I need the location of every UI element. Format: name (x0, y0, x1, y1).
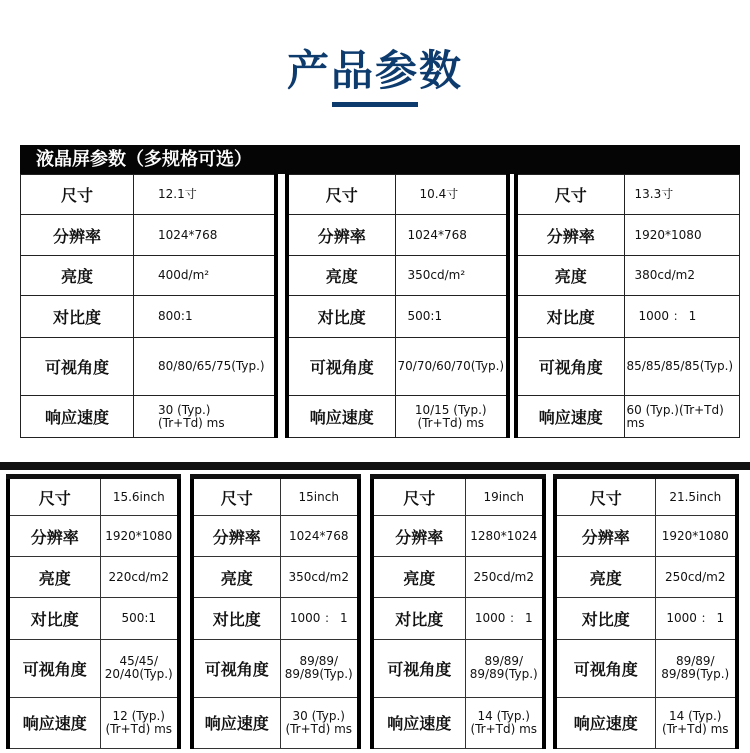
response-line1: 60 (Typ.)(Tr+Td) ms (626, 402, 724, 430)
value-brightness: 350cd/m2 (280, 557, 359, 598)
label-resolution: 分辨率 (21, 215, 134, 255)
label-contrast: 对比度 (21, 296, 134, 337)
value-brightness: 400d/m² (134, 255, 277, 295)
value-viewing-angle: 80/80/65/75(Typ.) (134, 337, 277, 396)
label-viewing-angle: 可视角度 (372, 640, 465, 697)
response-line1: 10/15 (Typ.) (414, 402, 487, 417)
label-resolution: 分辨率 (192, 516, 280, 557)
value-brightness: 380cd/m2 (624, 255, 740, 295)
table-row (287, 296, 508, 337)
label-resolution: 分辨率 (8, 516, 100, 557)
value-response-time (100, 697, 179, 748)
label-size: 尺寸 (516, 175, 624, 215)
value-size: 21.5inch (655, 477, 737, 516)
table-row (555, 598, 737, 640)
label-response-time: 响应速度 (516, 396, 624, 438)
label-brightness: 亮度 (21, 255, 134, 295)
spec-table-21-5inch (553, 474, 739, 749)
response-line1: 14 (Typ.) (477, 708, 530, 723)
table-row (287, 255, 508, 295)
table-row (372, 697, 544, 748)
spec-table-15-6inch (6, 474, 181, 749)
value-response-time (624, 396, 740, 438)
label-contrast: 对比度 (516, 296, 624, 337)
label-brightness: 亮度 (516, 255, 624, 295)
value-viewing-angle (655, 640, 737, 697)
response-line2: (Tr+Td) ms (285, 721, 353, 736)
spec-table-10-4 (285, 174, 510, 438)
label-response-time: 响应速度 (8, 697, 100, 748)
table-row (21, 296, 277, 337)
value-response-time (134, 396, 277, 438)
table-row (372, 598, 544, 640)
response-line2: (Tr+Td) ms (470, 721, 538, 736)
label-brightness: 亮度 (8, 557, 100, 598)
label-response-time: 响应速度 (287, 396, 395, 438)
table-row (21, 175, 277, 215)
label-response-time: 响应速度 (372, 697, 465, 748)
value-resolution: 1024*768 (395, 215, 508, 255)
label-resolution: 分辨率 (372, 516, 465, 557)
page-title: 产品参数 (286, 46, 463, 95)
value-contrast: 1000 ： 1 (655, 598, 737, 640)
table-row (192, 598, 359, 640)
label-size: 尺寸 (287, 175, 395, 215)
value-resolution: 1280*1024 (465, 516, 544, 557)
value-contrast: 1000 ： 1 (465, 598, 544, 640)
table-row (21, 215, 277, 255)
table-row (287, 337, 508, 396)
value-brightness: 350cd/m² (395, 255, 508, 295)
label-viewing-angle: 可视角度 (555, 640, 655, 697)
value-viewing-angle (465, 640, 544, 697)
value-contrast: 800:1 (134, 296, 277, 337)
value-resolution: 1024*768 (134, 215, 277, 255)
table-row (516, 255, 740, 295)
value-resolution: 1920*1080 (624, 215, 740, 255)
spec-table-19inch (370, 474, 546, 749)
response-line1: 12 (Typ.) (112, 708, 165, 723)
label-viewing-angle: 可视角度 (287, 337, 395, 396)
viewing-angle-line1: 89/89/ (675, 654, 715, 669)
spec-table-12-1 (20, 174, 278, 438)
value-response-time (655, 697, 737, 748)
value-brightness: 250cd/m2 (655, 557, 737, 598)
value-contrast: 500:1 (395, 296, 508, 337)
spec-table-15inch (190, 474, 361, 749)
table-row (8, 640, 179, 697)
table-row (192, 697, 359, 748)
table-row (21, 255, 277, 295)
label-size: 尺寸 (21, 175, 134, 215)
label-contrast: 对比度 (555, 598, 655, 640)
table-row (555, 477, 737, 516)
value-viewing-angle (100, 640, 179, 697)
value-response-time (280, 697, 359, 748)
value-viewing-angle: 85/85/85/85(Typ.) (624, 337, 740, 396)
response-line2: (Tr+Td) ms (661, 721, 729, 736)
table-row (555, 516, 737, 557)
label-size: 尺寸 (192, 477, 280, 516)
response-line1: 30 (Typ.) (158, 402, 211, 417)
viewing-angle-line1: 89/89/ (484, 654, 524, 669)
viewing-angle-line2: 89/89(Typ.) (469, 667, 538, 682)
value-size: 15inch (280, 477, 359, 516)
label-viewing-angle: 可视角度 (192, 640, 280, 697)
value-brightness: 220cd/m2 (100, 557, 179, 598)
response-line2: (Tr+Td) ms (417, 415, 485, 430)
viewing-angle-line1: 45/45/ (119, 654, 159, 669)
value-size: 13.3寸 (624, 175, 740, 215)
viewing-angle-line1: 89/89/ (299, 654, 339, 669)
table-row (516, 175, 740, 215)
viewing-angle-line2: 89/89(Typ.) (284, 667, 353, 682)
label-contrast: 对比度 (287, 296, 395, 337)
table-row (372, 557, 544, 598)
value-brightness: 250cd/m2 (465, 557, 544, 598)
table-row (192, 516, 359, 557)
table-row (372, 477, 544, 516)
response-line1: 14 (Typ.) (669, 708, 722, 723)
label-brightness: 亮度 (192, 557, 280, 598)
label-response-time: 响应速度 (555, 697, 655, 748)
value-contrast: 1000 ： 1 (280, 598, 359, 640)
table-row (21, 337, 277, 396)
table-row (192, 477, 359, 516)
table-row (287, 215, 508, 255)
value-size: 15.6inch (100, 477, 179, 516)
spec-table-13-3 (514, 174, 740, 438)
table-row (8, 557, 179, 598)
table-row (516, 296, 740, 337)
viewing-angle-line2: 20/40(Typ.) (104, 667, 173, 682)
label-resolution: 分辨率 (516, 215, 624, 255)
table-row (287, 175, 508, 215)
table-row (555, 640, 737, 697)
table-row (192, 640, 359, 697)
value-response-time (465, 697, 544, 748)
label-response-time: 响应速度 (21, 396, 134, 438)
table-row (516, 215, 740, 255)
table-row (21, 396, 277, 438)
table-row (8, 477, 179, 516)
label-brightness: 亮度 (555, 557, 655, 598)
title-underline (332, 102, 418, 107)
table-row (8, 598, 179, 640)
table-row (516, 396, 740, 438)
response-line1: 30 (Typ.) (292, 708, 345, 723)
label-size: 尺寸 (555, 477, 655, 516)
value-viewing-angle: 70/70/60/70(Typ.) (395, 337, 508, 396)
response-line2: (Tr+Td) ms (158, 415, 225, 430)
label-brightness: 亮度 (287, 255, 395, 295)
value-resolution: 1920*1080 (655, 516, 737, 557)
table-row (555, 557, 737, 598)
divider-bar (0, 462, 750, 470)
value-size: 10.4寸 (395, 175, 508, 215)
response-line2: (Tr+Td) ms (105, 721, 173, 736)
label-contrast: 对比度 (372, 598, 465, 640)
value-resolution: 1024*768 (280, 516, 359, 557)
label-size: 尺寸 (8, 477, 100, 516)
table-row (555, 697, 737, 748)
table-row (516, 337, 740, 396)
table-row (372, 516, 544, 557)
label-contrast: 对比度 (8, 598, 100, 640)
value-response-time (395, 396, 508, 438)
label-resolution: 分辨率 (287, 215, 395, 255)
table-row (192, 557, 359, 598)
table-row (8, 697, 179, 748)
value-viewing-angle (280, 640, 359, 697)
table-row (372, 640, 544, 697)
label-viewing-angle: 可视角度 (21, 337, 134, 396)
table-row (8, 516, 179, 557)
value-size: 19inch (465, 477, 544, 516)
label-contrast: 对比度 (192, 598, 280, 640)
table-row (287, 396, 508, 438)
value-size: 12.1寸 (134, 175, 277, 215)
viewing-angle-line2: 89/89(Typ.) (661, 667, 730, 682)
label-response-time: 响应速度 (192, 697, 280, 748)
value-resolution: 1920*1080 (100, 516, 179, 557)
label-brightness: 亮度 (372, 557, 465, 598)
label-viewing-angle: 可视角度 (516, 337, 624, 396)
label-resolution: 分辨率 (555, 516, 655, 557)
section-header: 液晶屏参数（多规格可选） (20, 145, 740, 174)
label-size: 尺寸 (372, 477, 465, 516)
value-contrast: 500:1 (100, 598, 179, 640)
label-viewing-angle: 可视角度 (8, 640, 100, 697)
value-contrast: 1000 ： 1 (624, 296, 740, 337)
